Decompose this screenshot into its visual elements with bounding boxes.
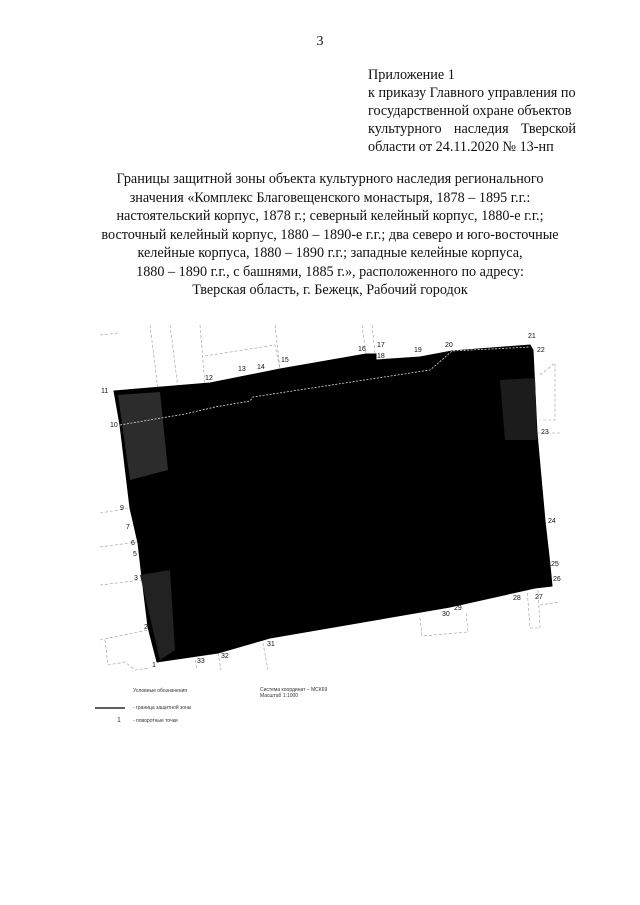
turning-point-label: 28 [513,595,521,602]
turning-point-label: 18 [377,353,385,360]
appendix-line: к приказу Главного управления по [368,85,576,101]
turning-point-label: 12 [205,375,213,382]
legend-point-symbol: 1 [117,717,121,724]
legend-coord-system: Система координат – МСК69 [260,687,328,693]
turning-point-label: 3 [134,575,138,582]
turning-point-label: 22 [537,347,545,354]
turning-point-label: 30 [442,611,450,618]
turning-point-label: 10 [110,422,118,429]
legend-point-label: - поворотные точки [133,718,178,724]
turning-point-label: 25 [551,561,559,568]
title-line: Тверская область, г. Бежецк, Рабочий городок [192,282,468,298]
title-line: значения «Комплекс Благовещенского монастыря, 1878 – 1895 г.г.: [129,189,531,206]
turning-point-label: 24 [548,518,556,525]
turning-point-label: 9 [120,505,124,512]
legend-scale: Масштаб 1:1000 [260,693,299,699]
turning-point-label: 5 [133,551,137,558]
title-line: 1880 – 1890 г.г., с башнями, 1885 г.», расположенного по адресу: [136,263,524,280]
title-line: Границы защитной зоны объекта культурного наследия регионального [116,171,544,187]
turning-point-label: 2 [144,624,148,631]
turning-point-label: 26 [553,576,561,583]
turning-point-label: 6 [131,540,135,547]
protection-zone-polygon [114,345,552,662]
title-line: келейные корпуса, 1880 – 1890 г.г.; западные келейные корпуса, [137,245,523,261]
legend-boundary-label: - граница защитной зоны [133,705,192,711]
turning-point-label: 31 [267,641,275,648]
appendix-line: области от 24.11.2020 № 13-нп [368,139,554,155]
turning-point-label: 7 [126,524,130,531]
turning-point-label: 32 [221,653,229,660]
turning-point-label: 33 [197,658,205,665]
turning-point-label: 13 [238,366,246,373]
turning-point-label: 15 [281,357,289,364]
title-line: настоятельский корпус, 1878 г.; северный келейный корпус, 1880-е г.г.; [116,208,544,224]
turning-point-label: 20 [445,342,453,349]
turning-point-label: 11 [101,388,109,395]
appendix-line: культурного наследия Тверской [368,121,576,137]
appendix-line: государственной охране объектов [368,103,572,119]
turning-point-label: 16 [358,346,366,353]
turning-point-label: 14 [257,364,265,371]
legend-heading: Условные обозначения [133,688,188,694]
turning-point-label: 23 [541,429,549,436]
title-line: восточный келейный корпус, 1880 – 1890-е г.г.; два северо и юго-восточные [101,226,559,243]
turning-point-label: 29 [454,605,462,612]
turning-point-label: 21 [528,333,536,340]
appendix-line: Приложение 1 [368,67,455,83]
turning-point-label: 19 [414,347,422,354]
page-number: 3 [316,34,324,49]
turning-point-label: 27 [535,594,543,601]
turning-point-label: 17 [377,342,385,349]
turning-point-label: 1 [152,662,156,669]
